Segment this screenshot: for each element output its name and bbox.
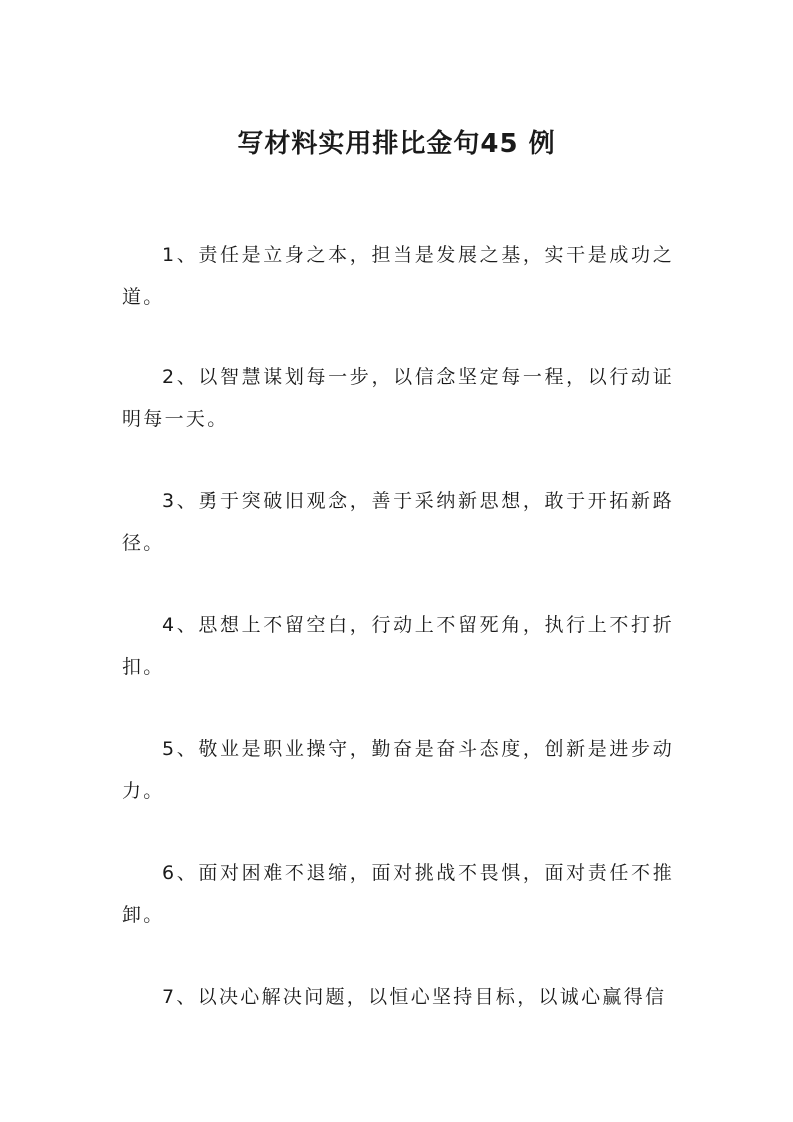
paragraph-3: 3、勇于突破旧观念，善于采纳新思想，敢于开拓新路径。	[122, 490, 674, 554]
paragraph-2: 2、以智慧谋划每一步，以信念坚定每一程，以行动证明每一天。	[122, 366, 674, 430]
paragraph-7: 7、以决心解决问题，以恒心坚持目标，以诚心赢得信	[162, 986, 667, 1008]
paragraph-5: 5、敬业是职业操守，勤奋是奋斗态度，创新是进步动力。	[122, 738, 674, 802]
document-title: 写材料实用排比金句45 例	[237, 129, 556, 159]
paragraph-1: 1、责任是立身之本，担当是发展之基，实干是成功之道。	[122, 244, 674, 308]
paragraph-6: 6、面对困难不退缩，面对挑战不畏惧，面对责任不推卸。	[122, 862, 674, 926]
paragraph-4: 4、思想上不留空白，行动上不留死角，执行上不打折扣。	[122, 614, 674, 678]
